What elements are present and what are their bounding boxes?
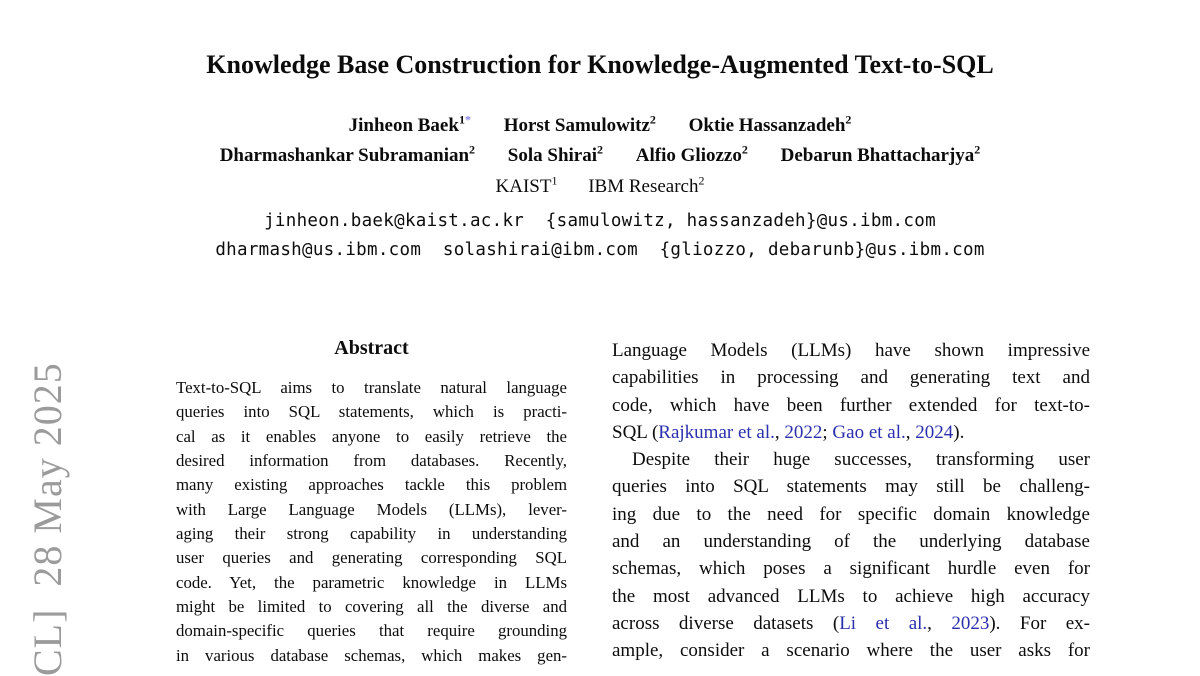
author-line-2 xyxy=(0,142,1200,167)
body-line: ing due to the need for specific domain knowledge xyxy=(612,503,1090,525)
author-superscript: 2 xyxy=(597,142,604,157)
abstract-line: domain-specific queries that require grounding xyxy=(176,621,567,641)
abstract-line: aging their strong capability in understanding xyxy=(176,524,567,544)
citation-link[interactable]: 2024 xyxy=(915,421,954,443)
author-name: Alfio Gliozzo$^2$ xyxy=(635,142,748,166)
body-line: and an understanding of the underlying database xyxy=(612,531,1090,553)
body-line: Language Models (LLMs) have shown impressive xyxy=(612,340,1090,361)
abstract-line: cal as it enables anyone to easily retrieve the xyxy=(176,426,567,446)
body-line: the most advanced LLMs to achieve high accuracy xyxy=(612,585,1090,607)
abstract-line: many existing approaches tackle this problem xyxy=(176,475,567,495)
abstract-line: queries into SQL statements, which is practi- xyxy=(176,402,567,422)
body-line: schemas, which poses a significant hurdle even for xyxy=(612,558,1090,580)
intro-column xyxy=(612,337,1090,665)
citation-link[interactable]: Rajkumar et al. xyxy=(658,421,775,443)
citation-link[interactable]: 2022 xyxy=(784,421,823,443)
author-name: Debarun Bhattacharjya$^2$ xyxy=(780,142,981,166)
body-line: code, which have been further extended for text-to- xyxy=(612,394,1090,416)
affiliation-superscript: 1 xyxy=(551,173,558,188)
paper-title: Knowledge Base Construction for Knowledge-Augmented Text-to-SQL xyxy=(206,50,994,79)
author-superscript: 2 xyxy=(649,112,656,127)
author-superscript: 2 xyxy=(845,112,852,127)
author-name: Dharmashankar Subramanian$^2$ xyxy=(219,142,476,166)
author-line-1 xyxy=(0,112,1200,137)
arxiv-watermark: CL] 28 May 2025 xyxy=(25,362,70,676)
body-line: capabilities in processing and generating text and xyxy=(612,367,1090,389)
abstract-line: desired information from databases. Recently, xyxy=(176,451,567,471)
affiliation: IBM Research$^2$ xyxy=(588,173,705,197)
abstract-line: code. Yet, the parametric knowledge in LLMs xyxy=(176,572,567,592)
abstract-line: with Large Language Models (LLMs), lever- xyxy=(176,499,567,519)
author-superscript: 2 xyxy=(974,142,981,157)
body-line: queries into SQL statements may still be challeng- xyxy=(612,476,1090,498)
abstract-column xyxy=(176,336,567,668)
affiliation-line xyxy=(0,173,1200,198)
author-name: Oktie Hassanzadeh$^2$ xyxy=(688,112,852,136)
abstract-line: user queries and generating corresponding SQL xyxy=(176,548,567,568)
author-name: Jinheon Baek$^{1*}$ xyxy=(348,112,471,136)
citation-link[interactable]: Gao et al. xyxy=(832,421,906,443)
body-line: Despite their huge successes, transforming user xyxy=(632,449,1090,471)
abstract-line-clipped: in various database schemas, which makes gen- xyxy=(176,645,567,665)
author-superscript: 1 xyxy=(458,112,465,127)
email-line: jinheon.baek@kaist.ac.kr {samulowitz, hassanzadeh}@us.ibm.com xyxy=(264,211,936,231)
affiliation: KAIST$^1$ xyxy=(495,173,558,197)
citation-link[interactable]: Li et al. xyxy=(839,612,928,634)
citation-link[interactable]: 2023 xyxy=(951,612,990,634)
body-line-with-citations: SQL (Rajkumar et al., 2022; Gao et al., 2024). xyxy=(612,421,965,443)
author-superscript: 2 xyxy=(741,142,748,157)
author-name: Sola Shirai$^2$ xyxy=(507,142,604,166)
abstract-line: Text-to-SQL aims to translate natural language xyxy=(176,378,567,397)
email-line: dharmash@us.ibm.com solashirai@ibm.com {gliozzo, debarunb}@us.ibm.com xyxy=(215,240,985,260)
body-line-with-citations: across diverse datasets (Li et al., 2023). For ex- xyxy=(612,612,1090,634)
affiliation-superscript: 2 xyxy=(698,173,705,188)
abstract-line: might be limited to covering all the diverse and xyxy=(176,597,567,617)
author-name: Horst Samulowitz$^2$ xyxy=(503,112,656,136)
footnote-star: * xyxy=(464,112,471,127)
abstract-heading: Abstract xyxy=(334,337,409,359)
author-superscript: 2 xyxy=(469,142,476,157)
body-line-clipped: ample, consider a scenario where the user asks for xyxy=(612,640,1090,662)
